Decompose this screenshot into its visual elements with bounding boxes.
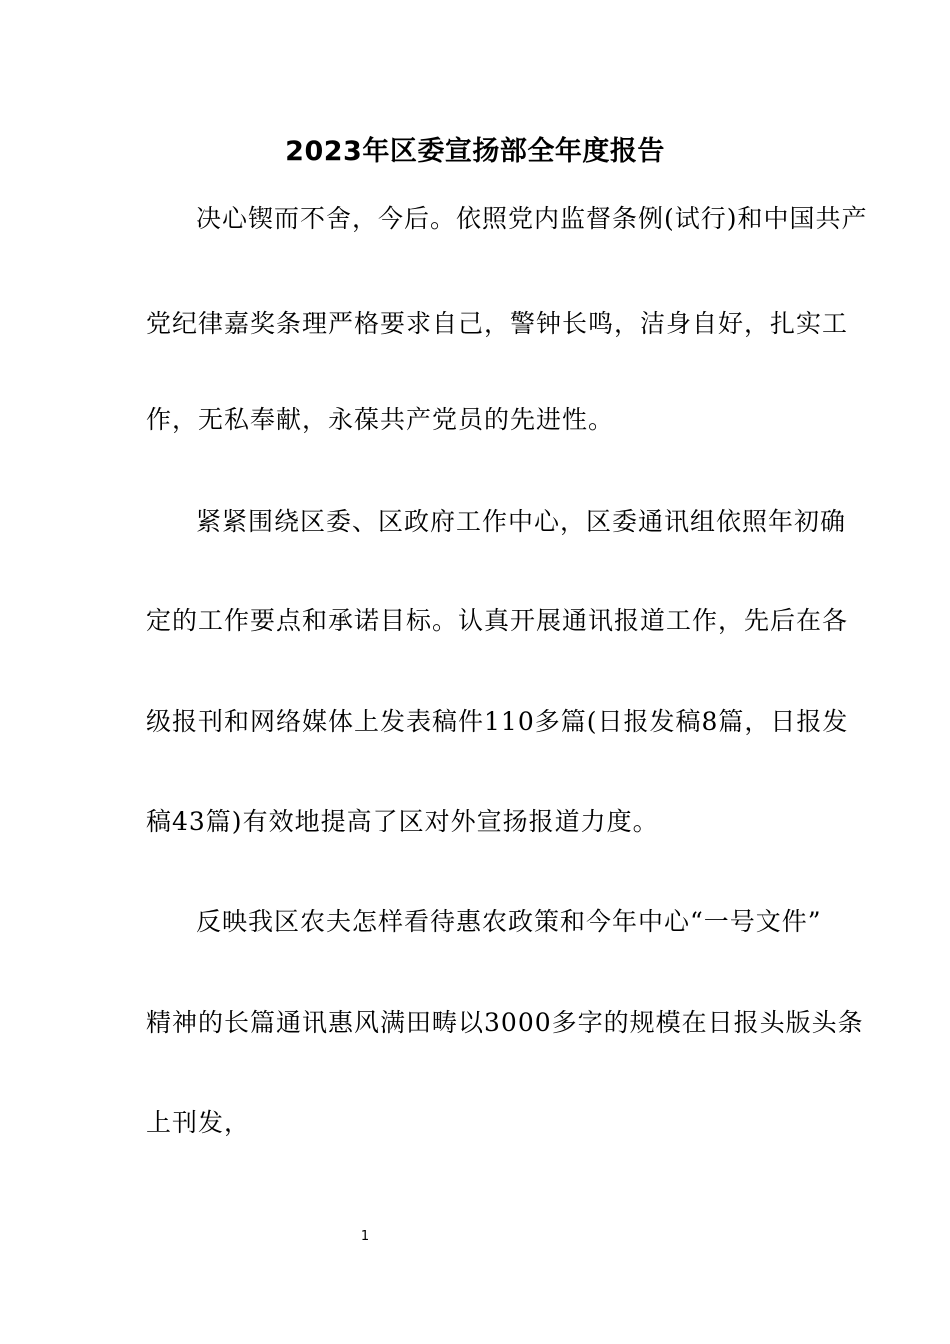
paragraph-1-line-2: 党纪律嘉奖条理严格要求自己，警钟长鸣，洁身自好，扎实工 bbox=[146, 309, 849, 338]
paragraph-2-line-3: 级报刊和网络媒体上发表稿件110多篇(日报发稿8篇，日报发 bbox=[146, 707, 849, 736]
paragraph-1-line-1: 决心锲而不舍，今后。依照党内监督条例(试行)和中国共产 bbox=[196, 204, 868, 233]
paragraph-3-line-2: 精神的长篇通讯惠风满田畴以3000多字的规模在日报头版头条 bbox=[146, 1008, 864, 1037]
paragraph-2-line-2: 定的工作要点和承诺目标。认真开展通讯报道工作，先后在各 bbox=[146, 606, 849, 635]
paragraph-3-line-1: 反映我区农夫怎样看待惠农政策和今年中心“一号文件” bbox=[196, 907, 822, 936]
paragraph-3-line-3: 上刊发， bbox=[146, 1108, 251, 1137]
page-number: 1 bbox=[360, 1229, 370, 1244]
paragraph-2-line-1: 紧紧围绕区委、区政府工作中心，区委通讯组依照年初确 bbox=[196, 507, 847, 536]
document-title: 2023年区委宣扬部全年度报告 bbox=[285, 136, 665, 167]
paragraph-1-line-3: 作，无私奉献，永葆共产党员的先进性。 bbox=[146, 405, 615, 434]
paragraph-2-line-4: 稿43篇)有效地提高了区对外宣扬报道力度。 bbox=[146, 807, 659, 836]
